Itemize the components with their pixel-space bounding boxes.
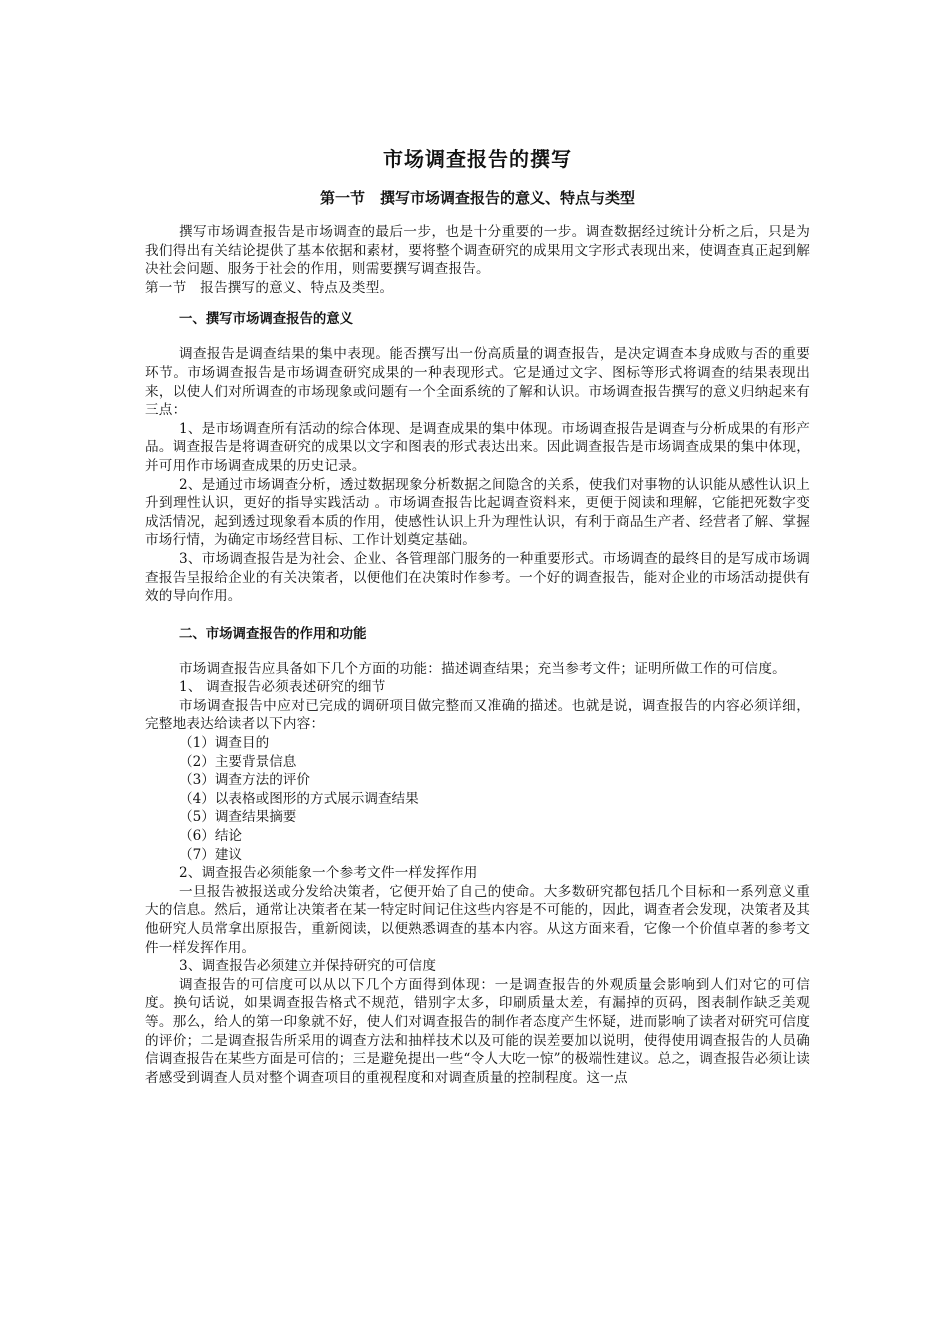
contents-list — [145, 734, 810, 864]
section2-heading: 二、市场调查报告的作用和功能 — [179, 626, 367, 642]
section2-item1-body: 市场调查报告中应对已完成的调研项目做完整而又准确的描述。也就是说，调查报告的内容必须详细，完整地表达给读者以下内容： — [145, 697, 810, 733]
section-line: 第一节 报告撰写的意义、特点及类型。 — [145, 279, 394, 296]
list-item: （3）调查方法的评价 — [179, 772, 310, 789]
list-item: （4）以表格或图形的方式展示调查结果 — [179, 790, 419, 807]
document-page — [145, 145, 810, 1087]
section2-paragraph-1: 市场调查报告应具备如下几个方面的功能：描述调查结果；充当参考文件；证明所做工作的可信度。 — [179, 660, 786, 677]
section2-item1-title: 1、 调查报告必须表述研究的细节 — [179, 679, 386, 696]
list-item: （6）结论 — [179, 828, 243, 845]
section1-paragraph-3: 2、是通过市场调查分析，透过数据现象分析数据之间隐含的关系，使我们对事物的认识能从感性认识上升到理性认识，更好的指导实践活动 。市场调查报告比起调查资料来，更便于阅读和理解，它能把死数字变成活情况，起到透过现象看本质的作用，使感性认识上升为理性认识，有利于商品生产者、经营者了解、掌握市场行情，为确定市场经营目标、工作计划奠定基础。 — [145, 476, 810, 549]
section1-heading: 一、撰写市场调查报告的意义 — [179, 312, 354, 328]
list-item: （2）主要背景信息 — [179, 753, 297, 770]
section2-item3-title: 3、调查报告必须建立并保持研究的可信度 — [179, 958, 437, 975]
intro-paragraph: 撰写市场调查报告是市场调查的最后一步，也是十分重要的一步。调查数据经过统计分析之后，只是为我们得出有关结论提供了基本依据和素材，要将整个调查研究的成果用文字形式表现出来，使调查真正起到解决社会问题、服务于社会的作用，则需要撰写调查报告。 — [145, 224, 810, 278]
section-subtitle: 第一节 撰写市场调查报告的意义、特点与类型 — [319, 189, 635, 207]
section1-paragraph-2: 1、是市场调查所有活动的综合体现、是调查成果的集中体现。市场调查报告是调查与分析成果的有形产品。调查报告是将调查研究的成果以文字和图表的形式表达出来。因此调查报告是市场调查成果的集中体现，并可用作市场调查成果的历史记录。 — [145, 420, 810, 474]
document-title: 市场调查报告的撰写 — [383, 147, 572, 171]
list-item: （7）建议 — [179, 846, 243, 863]
section2-item3-body: 调查报告的可信度可以从以下几个方面得到体现：一是调查报告的外观质量会影响到人们对它的可信度。换句话说，如果调查报告格式不规范，错别字太多，印刷质量太差，有漏掉的页码，图表制作缺乏美观等。那么，给人的第一印象就不好，使人们对调查报告的制作者态度产生怀疑，进而影响了读者对研究可信度的评价；二是调查报告所采用的调查方法和抽样技术以及可能的误差要加以说明，使得使用调查报告的人员确信调查报告在某些方面是可信的；三是避免提出一些“令人大吃一惊”的极端性建议。总之，调查报告必须让读者感受到调查人员对整个调查项目的重视程度和对调查质量的控制程度。这一点 — [145, 976, 810, 1086]
section2-item2-title: 2、调查报告必须能象一个参考文件一样发挥作用 — [179, 865, 478, 882]
section1-paragraph-4: 3、市场调查报告是为社会、企业、各管理部门服务的一种重要形式。市场调查的最终目的是写成市场调查报告呈报给企业的有关决策者，以便他们在决策时作参考。一个好的调查报告，能对企业的市场活动提供有效的导向作用。 — [145, 550, 810, 605]
list-item: （1）调查目的 — [179, 735, 270, 752]
section1-paragraph-1: 调查报告是调查结果的集中表现。能否撰写出一份高质量的调查报告，是决定调查本身成败与否的重要环节。市场调查报告是市场调查研究成果的一种表现形式。它是通过文字、图标等形式将调查的结果表现出来，以使人们对所调查的市场现象或问题有一个全面系统的了解和认识。市场调查报告撰写的意义归纳起来有三点： — [145, 346, 810, 419]
list-item: （5）调查结果摘要 — [179, 809, 297, 826]
section2-item2-body: 一旦报告被报送或分发给决策者，它便开始了自己的使命。大多数研究都包括几个目标和一系列意义重大的信息。然后，通常让决策者在某一特定时间记住这些内容是不可能的，因此，调查者会发现，决策者及其他研究人员常拿出原报告，重新阅读，以便熟悉调查的基本内容。从这方面来看，它像一个价值卓著的参考文件一样发挥作用。 — [145, 883, 810, 956]
